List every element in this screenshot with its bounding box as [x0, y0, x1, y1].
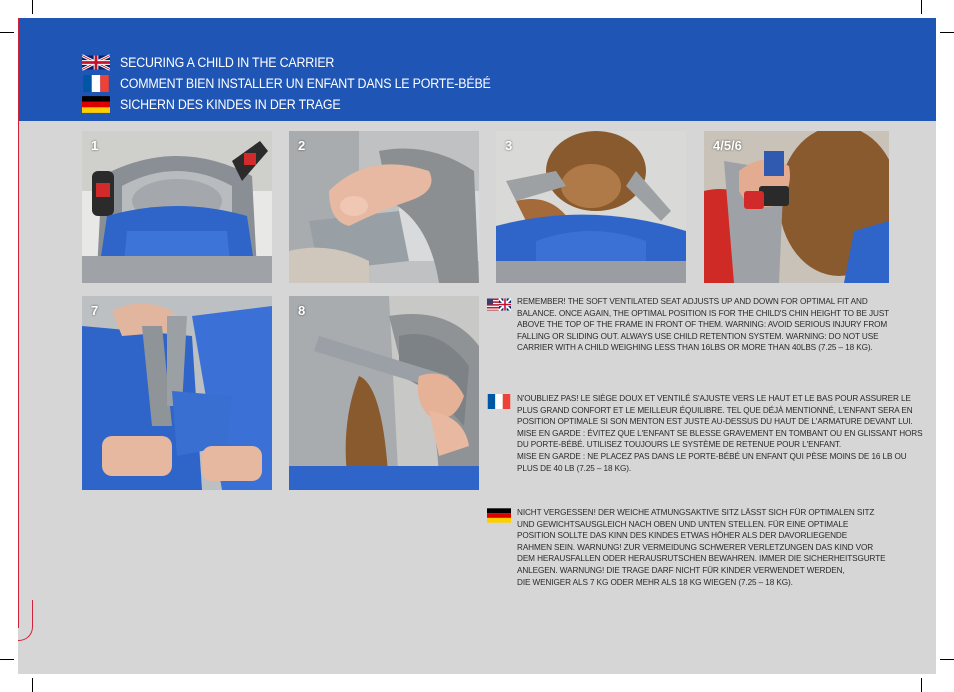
- germany-flag-icon: [487, 508, 511, 523]
- photo-step-7: [82, 296, 272, 490]
- crop-mark: [32, 0, 33, 14]
- step-number: 8: [298, 303, 306, 318]
- plush-monkey-image: [496, 131, 686, 283]
- france-flag-icon: [82, 75, 110, 92]
- photo-step-4-5-6: [704, 131, 889, 283]
- instruction-text-fr: N'OUBLIEZ PAS! LE SIÈGE DOUX ET VENTILÉ S'AJUSTE VERS LE HAUT ET LE BAS POUR ASSURER LE PLUS GRAND CONFORT ET LE MEILLEUR ÉQUILIBRE. TEL QUE DÉJÀ MENTIONNÉ, L'ENFANT SERA EN POSITION OPTIMALE SI SON MENTON EST JUSTE AU-DESSUS DU HAUT DE L'ARMATURE DEVANT LUI. MISE EN GARDE : ÉVITEZ QUE L'ENFANT SE BLESSE GRAVEMENT EN TOMBANT OU EN GLISSANT HORS DU PORTE-BÉBÉ. UTILISEZ TOUJOURS LE SYSTÈME DE RETENUE POUR L'ENFANT. MISE EN GARDE : NE PLACEZ PAS DANS LE PORTE-BÉBÉ UN ENFANT QUI PÈSE MOINS DE 16 LB OU PLUS DE 40 LB (7.25 – 18 KG).: [517, 394, 923, 473]
- step-number: 1: [91, 138, 99, 153]
- seat-adjust-image: [289, 131, 479, 283]
- photo-step-8: [289, 296, 479, 490]
- step-number: 4/5/6: [713, 138, 742, 153]
- photo-step-2: [289, 131, 479, 283]
- step-number: 2: [298, 138, 306, 153]
- crop-mark: [940, 32, 954, 33]
- header-line-en: [82, 54, 353, 71]
- hip-strap-image: [289, 296, 479, 490]
- photo-step-1: [82, 131, 272, 283]
- page-header: [18, 18, 936, 121]
- spine-edge-line: [18, 18, 19, 628]
- uk-flag-icon: [82, 54, 110, 71]
- strap-tighten-image: [82, 296, 272, 490]
- manual-page: [18, 18, 936, 674]
- france-flag-icon: [487, 394, 511, 409]
- instruction-text-de: NICHT VERGESSEN! DER WEICHE ATMUNGSAKTIVE SITZ LÄSST SICH FÜR OPTIMALEN SITZ UND GEWICHTSAUSGLEICH NACH OBEN UND UNTEN STELLEN. FÜR EINE OPTIMALE POSITION SOLLTE DAS KINN DES KINDES ETWAS HÖHER ALS DER DAVORLIEGENDE RAHMEN SEIN. WARNUNG! ZUR VERMEIDUNG SCHWERER VERLETZUNGEN DAS KIND VOR DEM HERAUSFALLEN ODER HERAUSRUTSCHEN BEWAHREN. IMMER DIE SICHERHEITSGURTE ANLEGEN. WARNUNG! DIE TRAGE DARF NICHT FÜR KINDER VERWENDET WERDEN, DIE WENIGER ALS 7 KG ODER MEHR ALS 18 KG WIEGEN (7.25 – 18 KG).: [517, 508, 886, 587]
- germany-flag-icon: [82, 96, 110, 113]
- header-title-en: SECURING A CHILD IN THE CARRIER: [120, 55, 335, 70]
- header-title-de: SICHERN DES KINDES IN DER TRAGE: [120, 97, 341, 112]
- us-uk-flag-icon: [487, 297, 511, 312]
- instruction-block-fr: [487, 393, 922, 474]
- instruction-text-en: REMEMBER! THE SOFT VENTILATED SEAT ADJUSTS UP AND DOWN FOR OPTIMAL FIT AND BALANCE. ONCE AGAIN, THE OPTIMAL POSITION IS FOR THE CHILD'S CHIN HEIGHT TO BE JUST ABOVE THE TOP OF THE FRAME IN FRONT OF THEM. WARNING: AVOID SERIOUS INJURY FROM FALLING OR SLIDING OUT. ALWAYS USE CHILD RETENTION SYSTEM. WARNING: DO NOT USE CARRIER WITH A CHILD WEIGHING LESS THAN 16LBS OR MORE THAN 40LBS (7.25 – 18 KG).: [517, 297, 890, 353]
- buckle-image: [704, 131, 889, 283]
- header-line-fr: [82, 75, 523, 92]
- crop-mark: [940, 659, 954, 660]
- header-title-fr: COMMENT BIEN INSTALLER UN ENFANT DANS LE PORTE-BÉBÉ: [120, 76, 491, 91]
- step-number: 3: [505, 138, 513, 153]
- instruction-block-en: [487, 296, 889, 354]
- crop-mark: [32, 678, 33, 692]
- carrier-seat-image: [82, 131, 272, 283]
- crop-mark: [0, 32, 14, 33]
- header-line-de: [82, 96, 360, 113]
- crop-mark: [921, 0, 922, 14]
- crop-mark: [921, 678, 922, 692]
- crop-mark: [0, 659, 14, 660]
- instruction-block-de: [487, 507, 885, 588]
- step-number: 7: [91, 303, 99, 318]
- photo-step-3: [496, 131, 686, 283]
